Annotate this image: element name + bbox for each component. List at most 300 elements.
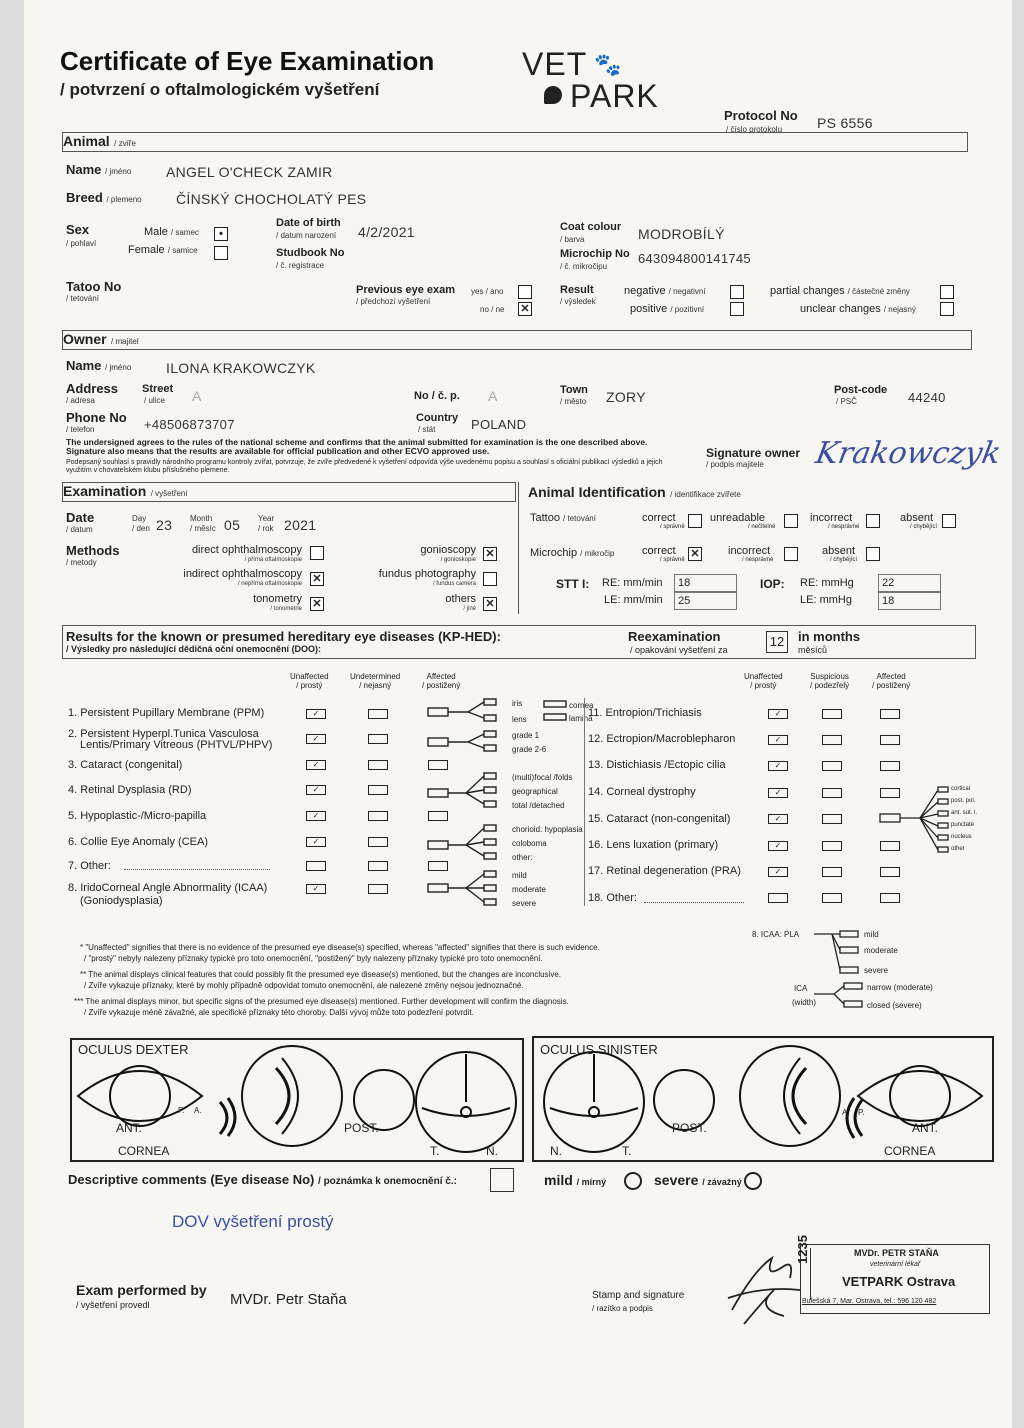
animal-name: ANGEL O'CHECK ZAMIR: [166, 164, 333, 180]
col-suspicious: [810, 672, 849, 690]
town-label-cz: / město: [560, 397, 587, 406]
ppm-opt-lens: lens: [512, 715, 527, 724]
disease-left-2: 2. Persistent Hyperpl.Tunica Vasculosa: [68, 728, 259, 740]
negative-label: negative: [624, 285, 666, 297]
positive-checkbox[interactable]: [730, 302, 744, 316]
owner-section-title: Owner: [63, 331, 107, 347]
tattoo-correct-checkbox[interactable]: [688, 514, 702, 528]
year-label-cz: / rok: [258, 524, 274, 533]
exam-date-label-cz: / datum: [66, 525, 93, 534]
indirect-label-cz: / nepřímá oftalmoskopie: [237, 581, 302, 587]
col-unaffected-left-label-cz: / prostý: [296, 681, 323, 690]
page-subtitle: / potvrzení o oftalmologickém vyšetření: [60, 80, 380, 99]
cat-opt-4: punctate: [951, 822, 975, 828]
col-affected-right-label-cz: / postižený: [872, 681, 911, 690]
ppm-opt-cornea: cornea: [569, 701, 594, 710]
footnote-2-cz: / Zvíře vykazuje příznaky, které by mohly případně odpovídat tomuto onemocnění, ale nalezené změny nejsou jednoznačné.: [84, 981, 524, 990]
entropion-unaffected-box[interactable]: ✓: [768, 709, 788, 719]
partial-checkbox[interactable]: [940, 285, 954, 299]
chip-absent-label-cz: / chybějící: [830, 557, 858, 563]
prev-exam-label: Previous eye exam: [356, 284, 456, 296]
exam-by-label: Exam performed by: [76, 1282, 207, 1298]
protocol-value: PS 6556: [817, 115, 873, 131]
results-divider: [584, 698, 585, 906]
studbook-label: Studbook No: [276, 247, 345, 259]
stamp-line4: Bulešská 7, Mar. Ostrava, tel.: 596 120 482: [802, 1298, 937, 1305]
col-undetermined: [350, 672, 400, 690]
disease-left-8-line2: (Goniodysplasia): [80, 895, 163, 907]
luxation-suspicious-box[interactable]: [822, 841, 842, 851]
corneal-suspicious-box[interactable]: [822, 788, 842, 798]
comments-label-cz: / poznámka k onemocnění č.:: [318, 1176, 457, 1187]
sex-label: Sex: [66, 222, 90, 237]
country-label: Country: [416, 412, 459, 424]
icaa-opt-1: mild: [512, 871, 527, 880]
identification-section-title-cz: / identifikace zvířete: [670, 490, 741, 499]
chip-incorrect-label-cz: / nesprávné: [742, 557, 774, 563]
animal-section-title-cz: / zvíře: [114, 139, 136, 148]
animal-section-bar: [62, 132, 968, 152]
pra-unaffected-box[interactable]: ✓: [768, 867, 788, 877]
stamp-label-cz: / razítko a podpis: [592, 1304, 653, 1313]
result-label-cz: / výsledek: [560, 297, 596, 306]
animal-section-title: Animal: [63, 133, 110, 149]
col-undetermined-label-cz: / nejasný: [359, 681, 392, 690]
reexam-input[interactable]: 12: [766, 631, 788, 653]
hypoplastic-undetermined-box[interactable]: [368, 811, 388, 821]
mild-label: mild: [544, 1172, 573, 1188]
footnote-3: *** The animal displays minor, but specific signs of the presumed eye disease(s) mentioned. Further development will confirm the diagnosis.: [74, 997, 569, 1006]
stt-le-label: LE: mm/min: [604, 594, 663, 606]
os-n-label: N.: [550, 1144, 562, 1158]
rd-undetermined-box[interactable]: [368, 785, 388, 795]
result-label: Result: [560, 284, 594, 296]
disease-right-11: 11. Entropion/Trichiasis: [588, 707, 702, 719]
direct-checkbox[interactable]: [310, 546, 324, 560]
tonometry-label-cz: / tonometrie: [270, 606, 302, 612]
disease-left-3: 3. Cataract (congenital): [68, 759, 183, 771]
oculus-sinister-label: OCULUS SINISTER: [540, 1042, 658, 1057]
tonometry-label: tonometry: [253, 593, 302, 605]
cea-unaffected-box[interactable]: ✓: [306, 837, 326, 847]
severe-radio[interactable]: [744, 1172, 762, 1190]
prev-yes-label: yes / ano: [471, 287, 504, 296]
id-tattoo-label-cz: / tetování: [563, 514, 596, 523]
others-checkbox[interactable]: ✕: [483, 597, 497, 611]
prev-no-label: no / ne: [480, 305, 505, 314]
os-eye-drawings: [532, 1036, 990, 1158]
disease-left-7: 7. Other:: [68, 860, 111, 872]
fundus-checkbox[interactable]: [483, 572, 497, 586]
day-label: Day: [132, 514, 147, 523]
cat-opt-6: other: [951, 846, 965, 852]
country-label-cz: / stát: [418, 425, 436, 434]
exam-by-label-cz: / vyšetření provedl: [76, 1300, 150, 1310]
severe-label: severe: [654, 1172, 699, 1188]
icaa-unaffected-box[interactable]: ✓: [306, 884, 326, 894]
stt-re-input[interactable]: 18: [674, 574, 737, 592]
studbook-label-cz: / č. registrace: [276, 261, 325, 270]
distichiasis-suspicious-box[interactable]: [822, 761, 842, 771]
street-label-cz: / ulice: [144, 396, 165, 405]
col-suspicious-label: Suspicious: [810, 672, 849, 681]
street-label: Street: [142, 383, 174, 395]
partial-label-cz: / částečné změny: [847, 287, 910, 296]
stt-re-label: RE: mm/min: [602, 577, 663, 589]
col-unaffected-left: [290, 672, 329, 690]
other-right-affected-box[interactable]: [880, 893, 900, 903]
stamp-label: Stamp and signature: [592, 1290, 685, 1301]
paw-icon: 🐾: [594, 52, 622, 77]
apple-icon: [544, 86, 562, 104]
examination-section-title: Examination: [63, 483, 147, 499]
female-label-cz: / samice: [167, 246, 198, 255]
eye-disease-no-input[interactable]: [490, 1168, 514, 1192]
postcode-value: 44240: [908, 390, 946, 405]
tattoo-absent-label-cz: / chybějící: [910, 524, 938, 530]
owner-name: ILONA KRAKOWCZYK: [166, 360, 316, 376]
rd-opt-2: geographical: [512, 787, 558, 796]
other-left-dotted-line: [124, 869, 270, 870]
tattoo-absent-checkbox[interactable]: [942, 514, 956, 528]
iop-le-input[interactable]: 18: [878, 592, 941, 610]
identification-section-title: Animal Identification: [528, 484, 666, 500]
od-post-label: POST.: [344, 1121, 379, 1135]
reexam-label: Reexamination: [628, 629, 721, 644]
iop-re-label: RE: mmHg: [800, 577, 854, 589]
others-label-cz: / jiné: [463, 606, 476, 612]
other-left-undetermined-box[interactable]: [368, 861, 388, 871]
phpv-opt-2: grade 2-6: [512, 745, 547, 754]
disease-right-16: 16. Lens luxation (primary): [588, 839, 719, 851]
phone-label: Phone No: [66, 410, 127, 425]
disease-left-8: 8. IridoCorneal Angle Abnormality (ICAA): [68, 882, 268, 894]
stamp-number: 1235: [795, 1235, 810, 1264]
ectropion-unaffected-box[interactable]: ✓: [768, 735, 788, 745]
os-t-label: T.: [622, 1144, 632, 1158]
ectropion-affected-box[interactable]: [880, 735, 900, 745]
tattoo-unreadable-label-cz: / nečitelné: [748, 524, 776, 530]
tattoo-incorrect-label: incorrect: [810, 512, 853, 524]
microchip-label-cz: / č. mikročipu: [560, 262, 608, 271]
disease-left-5: 5. Hypoplastic-/Micro-papilla: [68, 810, 207, 822]
male-checkbox[interactable]: •: [214, 227, 228, 241]
prev-yes-checkbox[interactable]: [518, 285, 532, 299]
ica-opt-1: narrow (moderate): [867, 983, 933, 992]
disease-right-14: 14. Corneal dystrophy: [588, 786, 696, 798]
stt-label: STT I:: [556, 577, 590, 591]
others-label: others: [445, 593, 476, 605]
id-tattoo-label: Tattoo: [530, 512, 560, 524]
od-a-label: A.: [194, 1106, 202, 1115]
col-unaffected-right: [744, 672, 783, 690]
female-label: Female: [128, 244, 165, 256]
stamp-line3: VETPARK Ostrava: [842, 1274, 956, 1289]
severe-label-cz: / závažný: [702, 1177, 742, 1187]
ppm-opt-lamina: lamina: [569, 714, 593, 723]
distichiasis-unaffected-box[interactable]: ✓: [768, 761, 788, 771]
owner-section-bar: [62, 330, 972, 350]
section-divider: [518, 482, 519, 614]
months-label: in months: [798, 629, 861, 644]
iop-le-label: LE: mmHg: [800, 594, 852, 606]
animal-name-label: Name: [66, 162, 102, 177]
oculus-dexter-label: OCULUS DEXTER: [78, 1042, 189, 1057]
col-suspicious-label-cz: / podezřelý: [810, 681, 850, 690]
tattoo-correct-label: correct: [642, 512, 676, 524]
postcode-label-cz: / PSČ: [836, 397, 857, 406]
pra-suspicious-box[interactable]: [822, 867, 842, 877]
disease-left-6: 6. Collie Eye Anomaly (CEA): [68, 836, 208, 848]
iop-label: IOP:: [760, 577, 785, 591]
rd-unaffected-box[interactable]: ✓: [306, 785, 326, 795]
breed-value: ČÍNSKÝ CHOCHOLATÝ PES: [176, 191, 367, 207]
exam-date-label: Date: [66, 510, 95, 525]
certificate-page: [24, 0, 1012, 1428]
disclaimer-cz: Podepsaný souhlasí s pravidly národního programu kontroly zvířat, potvrzuje, že zvíře předvedené k vyšetření odpovídá výše uvedenému popisu a souhlasí s oficiální publikací výsledků a jejich využitím v chovatelském klubu příslušného plemene.: [66, 459, 663, 474]
owner-signature-label: Signature owner: [706, 446, 801, 460]
tattoo-correct-label-cz: / správně: [660, 524, 685, 530]
direct-label: direct ophthalmoscopy: [191, 544, 302, 556]
icaa-opt-3: severe: [512, 899, 537, 908]
tattoo-absent-label: absent: [900, 512, 934, 524]
address-label: Address: [66, 381, 119, 396]
ectropion-suspicious-box[interactable]: [822, 735, 842, 745]
cea-undetermined-box[interactable]: [368, 837, 388, 847]
owner-name-label-cz: / jméno: [105, 363, 132, 372]
pla-opt-2: moderate: [864, 946, 898, 955]
footnote-1-cz: / "prostý" nebyly nalezeny příznaky typické pro toto onemocnění, "postižený" byly nalezeny příznaky typické pro toto onemocnění.: [84, 954, 543, 963]
entropion-affected-box[interactable]: [880, 709, 900, 719]
logo-line1: VET: [522, 46, 588, 82]
cataract-cong-unaffected-box[interactable]: ✓: [306, 760, 326, 770]
id-microchip-label-cz: / mikročip: [580, 549, 615, 558]
pra-affected-box[interactable]: [880, 867, 900, 877]
gonioscopy-label: gonioscopy: [420, 544, 476, 556]
cat-opt-3: ant. sut. l.: [951, 810, 978, 816]
month-label-cz: / měsíc: [190, 524, 216, 533]
chip-correct-label: correct: [642, 545, 676, 557]
cataract-nc-unaffected-box[interactable]: ✓: [768, 814, 788, 824]
unclear-label-cz: / nejasný: [883, 305, 916, 314]
col-unaffected-right-label: Unaffected: [744, 672, 783, 681]
ica-width-label: (width): [792, 998, 817, 1007]
protocol-label-cz: / číslo protokolu: [726, 125, 783, 134]
iop-re-input[interactable]: 22: [878, 574, 941, 592]
mild-label-cz: / mírný: [576, 1177, 607, 1187]
id-microchip-label: Microchip: [530, 547, 578, 559]
stamp-line2: veterinární lékař: [870, 1261, 921, 1268]
chip-incorrect-checkbox[interactable]: [784, 547, 798, 561]
gonioscopy-checkbox[interactable]: ✕: [483, 547, 497, 561]
od-cornea-label: CORNEA: [118, 1144, 170, 1158]
luxation-unaffected-box[interactable]: ✓: [768, 841, 788, 851]
country-value: POLAND: [471, 417, 527, 432]
coat-value: MODROBÍLÝ: [638, 226, 725, 242]
methods-label: Methods: [66, 543, 120, 558]
unclear-checkbox[interactable]: [940, 302, 954, 316]
phpv-undetermined-box[interactable]: [368, 734, 388, 744]
comments-text: DOV vyšetření prostý: [172, 1212, 334, 1231]
day-label-cz: / den: [132, 524, 150, 533]
os-cornea-label: CORNEA: [884, 1144, 936, 1158]
disease-left-2-line2: Lentis/Primary Vitreous (PHTVL/PHPV): [80, 739, 273, 751]
tonometry-checkbox[interactable]: ✕: [310, 597, 324, 611]
chip-correct-checkbox[interactable]: ✕: [688, 547, 702, 561]
disease-left-1: 1. Persistent Pupillary Membrane (PPM): [68, 707, 265, 719]
direct-label-cz: / přímá oftalmoskopie: [244, 557, 302, 563]
disease-right-12: 12. Ectropion/Macroblepharon: [588, 733, 736, 745]
fundus-label-cz: / fundus camera: [432, 581, 476, 587]
prev-no-checkbox[interactable]: ✕: [518, 302, 532, 316]
tattoo-unreadable-label: unreadable: [710, 512, 766, 524]
phone-value: +48506873707: [144, 417, 235, 432]
footnote-3-cz: / Zvíře vykazuje méně závažné, ale specifické příznaky této choroby. Další vývoj může toto podezření potvrdit.: [84, 1008, 474, 1017]
chip-absent-label: absent: [822, 545, 856, 557]
tattoo-unreadable-checkbox[interactable]: [784, 514, 798, 528]
disclaimer-en: The undersigned agrees to the rules of the national scheme and confirms that the animal submitted for examination is the one described above. Signature also means that the results are available for official publication and other ECVO approved use.: [66, 437, 648, 456]
month-value: 05: [224, 517, 241, 533]
os-post-label: POST.: [672, 1121, 707, 1135]
cea-opt-1: chorioid. hypoplasia: [512, 825, 583, 834]
stamp-divider: [810, 1248, 811, 1300]
phpv-unaffected-box[interactable]: ✓: [306, 734, 326, 744]
tattoo-label-cz: / tetování: [66, 294, 99, 303]
animal-name-label-cz: / jméno: [105, 167, 132, 176]
town-label: Town: [560, 384, 588, 396]
microchip-value: 643094800141745: [638, 251, 751, 266]
rd-opt-3: total /detached: [512, 801, 565, 810]
partial-label: partial changes: [770, 285, 845, 297]
dob-value: 4/2/2021: [358, 224, 415, 240]
os-p-label: P.: [858, 1108, 865, 1117]
chip-incorrect-label: incorrect: [728, 545, 771, 557]
od-n-label: N.: [486, 1144, 498, 1158]
disease-right-18: 18. Other:: [588, 892, 637, 904]
fundus-label: fundus photography: [378, 568, 476, 580]
owner-signature-label-cz: / podpis majitele: [706, 460, 764, 469]
other-right-dotted-line: [644, 902, 744, 903]
month-label: Month: [190, 514, 213, 523]
other-left-unaffected-box[interactable]: [306, 861, 326, 871]
rd-opt-1: (multi)focal /folds: [512, 773, 573, 782]
col-unaffected-left-label: Unaffected: [290, 672, 329, 681]
mild-radio[interactable]: [624, 1172, 642, 1190]
tattoo-incorrect-label-cz: / nesprávné: [828, 524, 860, 530]
male-label-cz: / samec: [170, 228, 199, 237]
icaa-pla-label: 8. ICAA: PLA: [752, 930, 800, 939]
tattoo-incorrect-checkbox[interactable]: [866, 514, 880, 528]
cat-opt-5: nucleus: [951, 834, 972, 840]
months-label-cz: měsíců: [798, 645, 828, 655]
od-eye-drawings: [70, 1038, 520, 1158]
sex-label-cz: / pohlaví: [66, 239, 97, 248]
tattoo-label: Tatoo No: [66, 279, 122, 294]
indirect-label: indirect ophthalmoscopy: [183, 568, 302, 580]
female-checkbox[interactable]: [214, 246, 228, 260]
hypoplastic-unaffected-box[interactable]: ✓: [306, 811, 326, 821]
chip-absent-checkbox[interactable]: [866, 547, 880, 561]
coat-label-cz: / barva: [560, 235, 585, 244]
unclear-label: unclear changes: [800, 303, 881, 315]
positive-label: positive: [630, 303, 668, 315]
postcode-label: Post-code: [834, 384, 888, 396]
methods-label-cz: / metody: [66, 558, 97, 567]
indirect-checkbox[interactable]: ✕: [310, 572, 324, 586]
os-a-label: A.: [842, 1108, 850, 1117]
protocol-label: Protocol No: [724, 108, 798, 123]
exam-by-name: MVDr. Petr Staňa: [230, 1291, 347, 1308]
cataract-branches: [876, 780, 956, 860]
od-p-label: P.: [178, 1106, 185, 1115]
results-title-cz: / Výsledky pro následující dědičná oční onemocnění (DOO):: [66, 644, 322, 654]
dob-label: Date of birth: [276, 217, 341, 229]
stamp-line1: MVDr. PETR STAŇA: [854, 1248, 939, 1258]
col-affected-right-label: Affected: [876, 672, 906, 681]
chip-correct-label-cz: / správně: [660, 557, 685, 563]
house-no-value: A: [488, 388, 498, 404]
entropion-suspicious-box[interactable]: [822, 709, 842, 719]
col-affected-left: [422, 672, 460, 690]
col-affected-left-label: Affected: [426, 672, 456, 681]
disease-right-15: 15. Cataract (non-congenital): [588, 813, 731, 825]
phpv-opt-1: grade 1: [512, 731, 540, 740]
microchip-label: Microchip No: [560, 248, 630, 260]
icaa-opt-2: moderate: [512, 885, 546, 894]
ppm-unaffected-box[interactable]: ✓: [306, 709, 326, 719]
results-title: Results for the known or presumed hereditary eye diseases (KP-HED):: [66, 629, 501, 644]
examination-section-title-cz: / vyšetření: [150, 489, 188, 498]
ppm-undetermined-box[interactable]: [368, 709, 388, 719]
col-unaffected-right-label-cz: / prostý: [750, 681, 777, 690]
pla-opt-1: mild: [864, 930, 879, 939]
phone-label-cz: / telefon: [66, 425, 95, 434]
disease-right-17: 17. Retinal degeneration (PRA): [588, 865, 741, 877]
os-ant-label: ANT.: [912, 1121, 939, 1135]
dob-label-cz: / datum narození: [276, 231, 337, 240]
coat-label: Coat colour: [560, 221, 622, 233]
year-value: 2021: [284, 517, 317, 533]
disease-right-13: 13. Distichiasis /Ectopic cilia: [588, 759, 726, 771]
owner-section-title-cz: / majitel: [111, 337, 139, 346]
distichiasis-affected-box[interactable]: [880, 761, 900, 771]
cat-opt-2: post. pol.: [951, 798, 976, 804]
page-title: Certificate of Eye Examination: [60, 46, 435, 76]
stt-le-input[interactable]: 25: [674, 592, 737, 610]
logo-line2: PARK: [570, 78, 659, 114]
negative-checkbox[interactable]: [730, 285, 744, 299]
corneal-unaffected-box[interactable]: ✓: [768, 788, 788, 798]
other-right-suspicious-box[interactable]: [822, 893, 842, 903]
positive-label-cz: / pozitivní: [670, 305, 705, 314]
cat-opt-1: cortical: [951, 786, 971, 792]
owner-name-label: Name: [66, 358, 102, 373]
cea-opt-2: coloboma: [512, 839, 547, 848]
od-ant-label: ANT.: [116, 1121, 143, 1135]
reexam-label-cz: / opakování vyšetření za: [630, 645, 728, 655]
disease-left-4: 4. Retinal Dysplasia (RD): [68, 784, 192, 796]
cataract-nc-suspicious-box[interactable]: [822, 814, 842, 824]
footnote-1: * "Unaffected" signifies that there is no evidence of the presumed eye disease(s) specified, whereas "affected" signifies that there is such evidence.: [80, 943, 600, 952]
examination-section-bar: [62, 482, 516, 502]
other-right-unaffected-box[interactable]: [768, 893, 788, 903]
icaa-undetermined-box[interactable]: [368, 884, 388, 894]
street-value: A: [192, 388, 202, 404]
col-affected-left-label-cz: / postižený: [422, 681, 461, 690]
cataract-cong-undetermined-box[interactable]: [368, 760, 388, 770]
male-label: Male: [144, 226, 168, 238]
footnote-2: ** The animal displays clinical features that could possibly fit the presumed eye disease(s) mentioned, but the changes are inconclusive.: [80, 970, 562, 979]
